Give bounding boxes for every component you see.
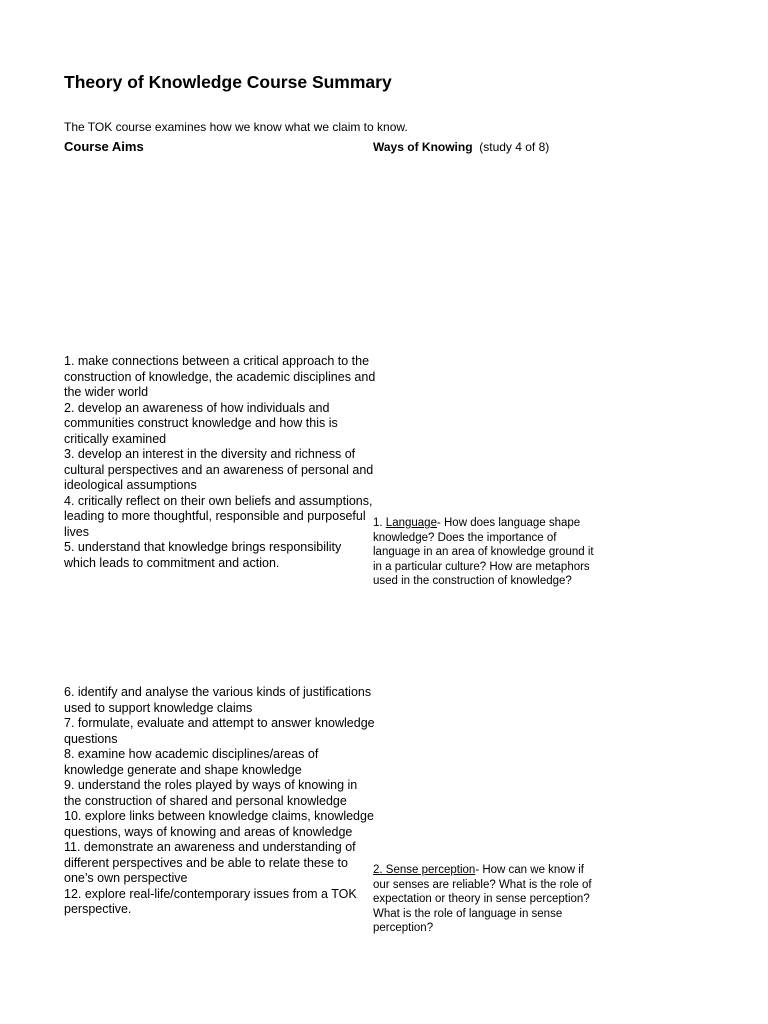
- aim-item: 5. understand that knowledge brings responsibility which leads to commitment and action.: [64, 540, 342, 570]
- aim-item: 1. make connections between a critical approach to the construction of knowledge, the academic disciplines and the wider world: [64, 354, 376, 399]
- wok-name-text: Sense perception: [385, 864, 476, 876]
- ways-of-knowing-subtitle: (study 4 of 8): [479, 140, 550, 154]
- aim-item: 8. examine how academic disciplines/areas of knowledge generate and shape knowledge: [64, 747, 319, 777]
- wok-description: - How does language shape knowledge? Does the importance of language in an area of knowledge ground it in a particular culture? How are metaphors used in the construction of knowledge?: [373, 517, 594, 587]
- ways-of-knowing-title: Ways of Knowing: [373, 140, 473, 154]
- ways-of-knowing-heading: [373, 140, 549, 154]
- aim-item: 10. explore links between knowledge claims, knowledge questions, ways of knowing and areas of knowledge: [64, 809, 374, 839]
- way-of-knowing-language: [373, 516, 601, 589]
- wok-number: 1.: [373, 517, 386, 529]
- way-of-knowing-sense-perception: [373, 863, 601, 936]
- aim-item: 6. identify and analyse the various kinds of justifications used to support knowledge claims: [64, 685, 372, 715]
- wok-number: 2.: [373, 864, 386, 876]
- wok-description: - How can we know if our senses are reliable? What is the role of expectation or theory in sense perception? What is the role of language in sense perception?: [373, 864, 592, 934]
- page-title: Theory of Knowledge Course Summary: [64, 72, 392, 92]
- aim-item: 3. develop an interest in the diversity and richness of cultural perspectives and an awareness of personal and ideological assumptions: [64, 447, 374, 492]
- course-aims-list-2: [64, 685, 376, 918]
- aim-item: 7. formulate, evaluate and attempt to answer knowledge questions: [64, 716, 375, 746]
- intro-text: The TOK course examines how we know what we claim to know.: [64, 120, 408, 134]
- wok-name: Language: [385, 517, 437, 529]
- aim-item: 11. demonstrate an awareness and understanding of different perspectives and be able to relate these to one’s own perspective: [64, 840, 356, 885]
- course-aims-heading: Course Aims: [64, 139, 144, 154]
- aim-item: 12. explore real-life/contemporary issues from a TOK perspective.: [64, 886, 357, 916]
- course-aims-list-1: [64, 354, 376, 571]
- aim-item: 2. develop an awareness of how individuals and communities construct knowledge and how this is critically examined: [64, 400, 338, 446]
- aim-item: 4. critically reflect on their own beliefs and assumptions, leading to more thoughtful, responsible and purposeful lives: [64, 493, 373, 539]
- wok-name: [373, 864, 475, 876]
- aim-item: 9. understand the roles played by ways of knowing in the construction of shared and personal knowledge: [64, 778, 358, 808]
